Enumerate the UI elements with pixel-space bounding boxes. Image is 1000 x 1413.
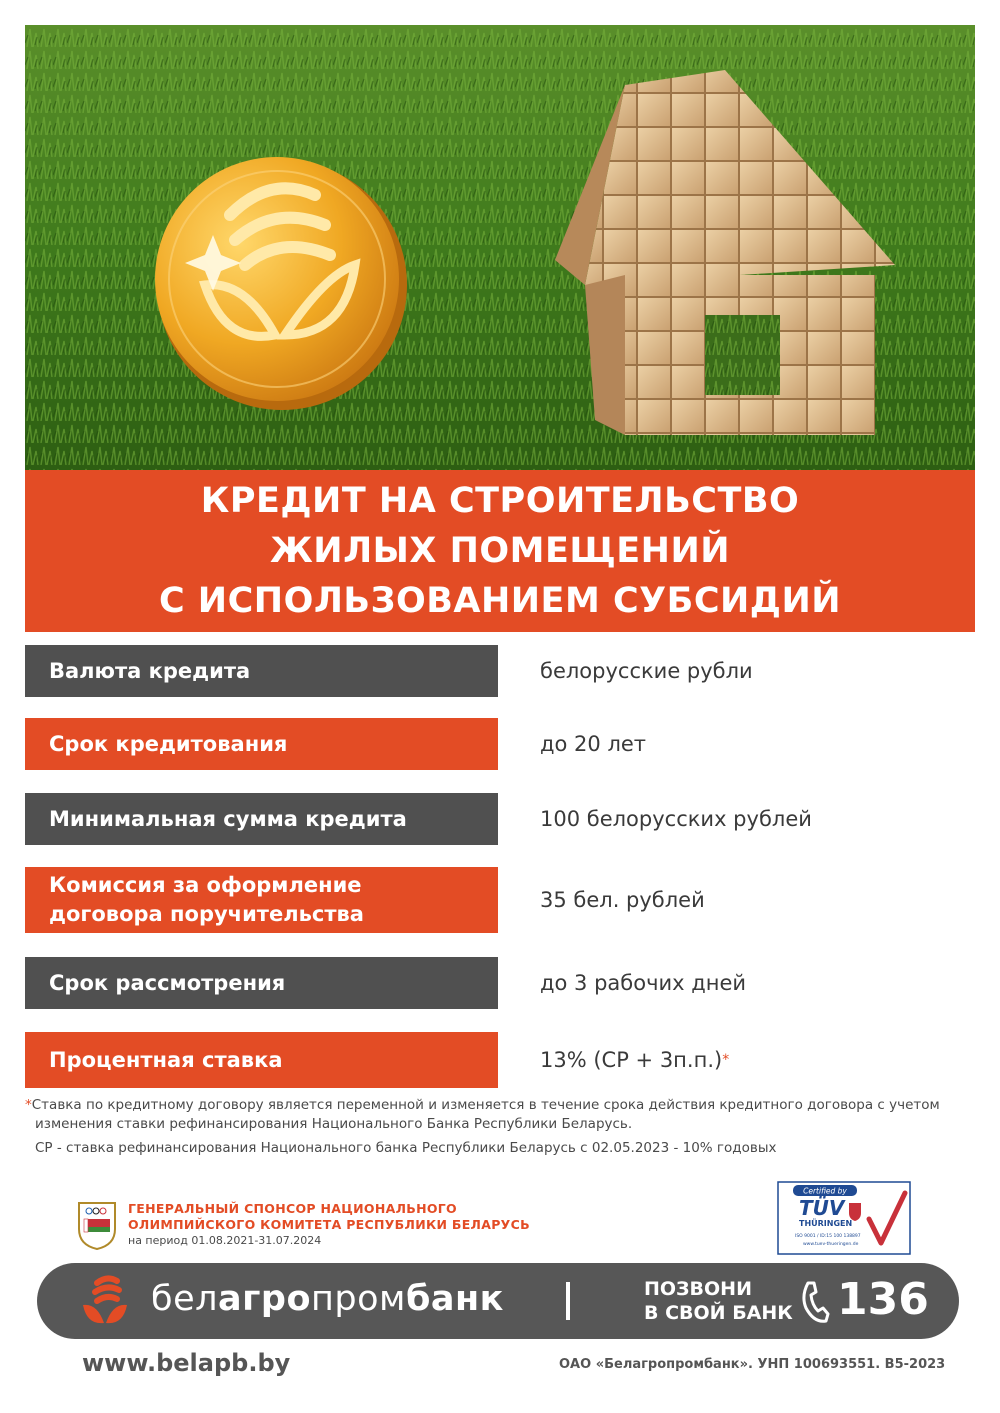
website-link[interactable]: www.belapb.by	[82, 1349, 291, 1377]
call-your-bank-text	[644, 1277, 793, 1325]
term-row-review-time	[25, 957, 975, 1009]
footnote-asterisk: *	[25, 1097, 32, 1113]
sponsor-title-line-2: ОЛИМПИЙСКОГО КОМИТЕТА РЕСПУБЛИКИ БЕЛАРУСЬ	[128, 1217, 530, 1232]
title-line-3: С ИСПОЛЬЗОВАНИЕМ СУБСИДИЙ	[158, 581, 842, 621]
tuv-certificate-badge	[777, 1181, 911, 1255]
call-line-2: В СВОЙ БАНК	[644, 1302, 793, 1324]
term-row-min-amount	[25, 793, 975, 845]
term-row-interest-rate	[25, 1032, 975, 1088]
footnote-text: Ставка по кредитному договору является переменной и изменяется в течение срока действия кредитного договора с учетом изменения ставки рефинансирования Национального Банка Республики Беларусь.	[31, 1097, 940, 1132]
call-line-1: ПОЗВОНИ	[644, 1278, 752, 1300]
term-label: Комиссия за оформление договора поручительства	[25, 867, 498, 933]
footer-divider	[566, 1282, 570, 1320]
brand-part: пром	[311, 1279, 406, 1319]
hero-image	[25, 25, 975, 470]
footnote-rate-variable	[25, 1096, 975, 1134]
term-value: белорусские рубли	[540, 659, 753, 683]
footnotes	[25, 1096, 975, 1158]
term-value: 13% (СР + 3п.п.)	[540, 1048, 723, 1072]
term-label: Срок кредитования	[25, 718, 498, 770]
footnote-marker: *	[722, 1052, 730, 1068]
hero-illustration	[25, 25, 975, 470]
tuv-iso: ISO 9001 / ID:15 100 138897	[795, 1234, 861, 1239]
title-banner	[25, 470, 975, 632]
term-row-commission	[25, 867, 975, 933]
phone-icon	[800, 1280, 830, 1324]
term-label: Процентная ставка	[25, 1032, 498, 1088]
term-row-term	[25, 718, 975, 770]
term-row-currency	[25, 645, 975, 697]
term-value: 100 белорусских рублей	[540, 807, 812, 831]
belapb-logo-icon	[77, 1273, 133, 1329]
term-label: Валюта кредита	[25, 645, 498, 697]
term-label: Срок рассмотрения	[25, 957, 498, 1009]
tuv-certified-by: Certified by	[803, 1186, 847, 1196]
brand-footer-bar	[37, 1263, 959, 1339]
footnote-refinancing-rate: СР - ставка рефинансирования Национального банка Республики Беларусь с 02.05.2023 - 10% годовых	[35, 1140, 777, 1156]
tuv-region: THÜRINGEN	[799, 1219, 853, 1228]
brand-part-bold: агро	[218, 1279, 312, 1319]
olympic-committee-emblem-icon	[76, 1199, 118, 1251]
legal-info: ОАО «Белагропромбанк». УНП 100693551. В5-2023	[559, 1357, 946, 1372]
olympic-sponsor-block	[76, 1197, 556, 1255]
bank-brand-name	[151, 1279, 504, 1319]
brand-part: бел	[151, 1279, 218, 1319]
tuv-url: www.tuev-thueringen.de	[803, 1242, 859, 1247]
phone-number[interactable]: 136	[837, 1274, 929, 1325]
sponsor-period: на период 01.08.2021-31.07.2024	[128, 1234, 322, 1247]
tuv-logo-icon	[777, 1181, 911, 1255]
title-line-2: ЖИЛЫХ ПОМЕЩЕНИЙ	[269, 531, 731, 571]
term-value: до 20 лет	[540, 732, 647, 756]
tuv-brand: TÜV	[799, 1196, 845, 1220]
brand-part-bold: банк	[405, 1279, 504, 1319]
term-label: Минимальная сумма кредита	[25, 793, 498, 845]
title-line-1: КРЕДИТ НА СТРОИТЕЛЬСТВО	[200, 481, 800, 521]
term-value: 35 бел. рублей	[540, 888, 705, 912]
sponsor-title-line-1: ГЕНЕРАЛЬНЫЙ СПОНСОР НАЦИОНАЛЬНОГО	[128, 1201, 457, 1216]
term-value-wrap	[540, 1032, 729, 1088]
term-value: до 3 рабочих дней	[540, 971, 747, 995]
